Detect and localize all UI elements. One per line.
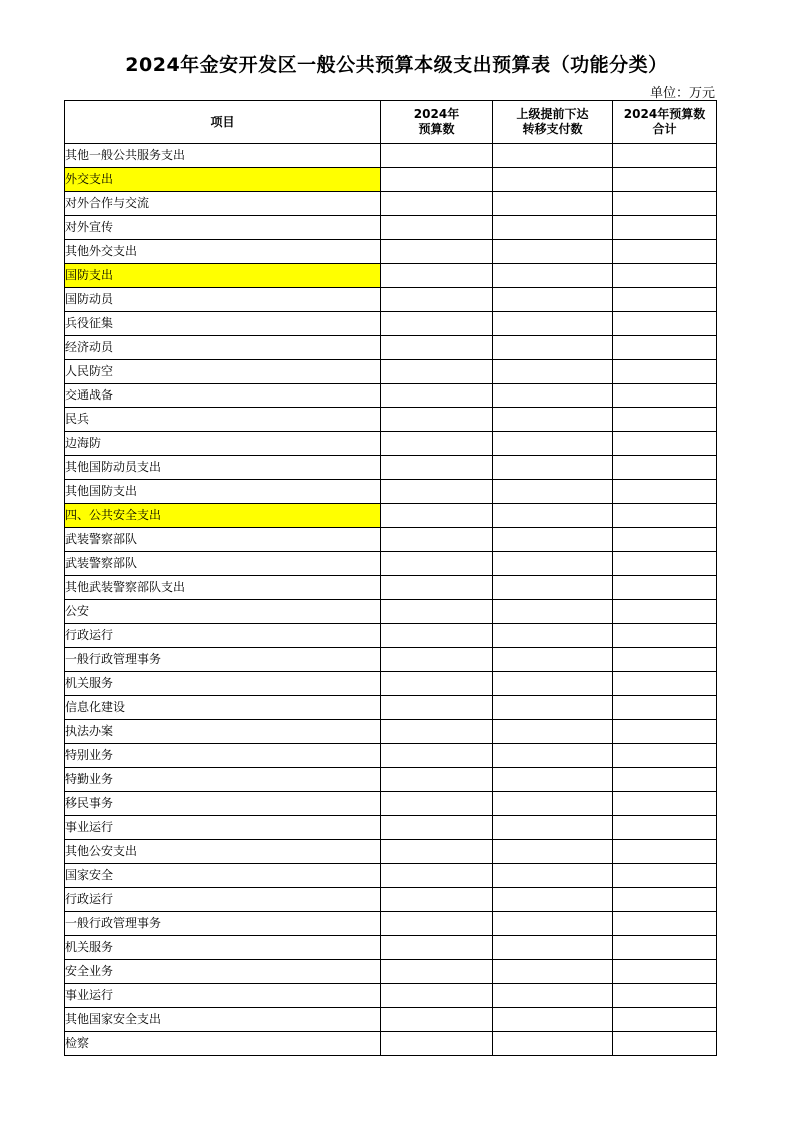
row-budget-cell — [381, 744, 493, 768]
row-item-label: 人民防空 — [65, 360, 381, 384]
row-total-cell — [613, 432, 717, 456]
row-item-label: 武装警察部队 — [65, 552, 381, 576]
row-transfer-cell — [493, 528, 613, 552]
row-budget-cell — [381, 168, 493, 192]
row-budget-cell — [381, 144, 493, 168]
row-transfer-cell — [493, 264, 613, 288]
row-transfer-cell — [493, 840, 613, 864]
table-row — [65, 744, 717, 768]
table-row — [65, 720, 717, 744]
row-item-label: 民兵 — [65, 408, 381, 432]
table-row — [65, 624, 717, 648]
row-total-cell — [613, 600, 717, 624]
table-row — [65, 432, 717, 456]
table-row — [65, 1032, 717, 1056]
row-transfer-cell — [493, 144, 613, 168]
row-transfer-cell — [493, 624, 613, 648]
row-total-cell — [613, 480, 717, 504]
table-row — [65, 312, 717, 336]
row-total-cell — [613, 312, 717, 336]
row-item-label: 机关服务 — [65, 936, 381, 960]
row-budget-cell — [381, 912, 493, 936]
row-transfer-cell — [493, 360, 613, 384]
table-row — [65, 216, 717, 240]
table-row — [65, 288, 717, 312]
row-transfer-cell — [493, 456, 613, 480]
row-budget-cell — [381, 984, 493, 1008]
row-budget-cell — [381, 576, 493, 600]
row-total-cell — [613, 360, 717, 384]
table-row — [65, 456, 717, 480]
row-transfer-cell — [493, 816, 613, 840]
row-budget-cell — [381, 888, 493, 912]
row-transfer-cell — [493, 288, 613, 312]
header-transfer-line1: 上级提前下达 — [516, 107, 589, 121]
row-transfer-cell — [493, 192, 613, 216]
row-transfer-cell — [493, 384, 613, 408]
row-budget-cell — [381, 960, 493, 984]
row-budget-cell — [381, 360, 493, 384]
row-item-label: 信息化建设 — [65, 696, 381, 720]
row-budget-cell — [381, 288, 493, 312]
row-item-label: 对外宣传 — [65, 216, 381, 240]
header-transfer — [493, 101, 613, 144]
row-total-cell — [613, 672, 717, 696]
table-row — [65, 192, 717, 216]
row-total-cell — [613, 408, 717, 432]
row-total-cell — [613, 552, 717, 576]
row-budget-cell — [381, 504, 493, 528]
row-total-cell — [613, 912, 717, 936]
header-transfer-line2: 转移支付数 — [522, 122, 583, 136]
row-item-label: 公安 — [65, 600, 381, 624]
row-transfer-cell — [493, 168, 613, 192]
row-budget-cell — [381, 816, 493, 840]
row-transfer-cell — [493, 720, 613, 744]
row-item-label: 机关服务 — [65, 672, 381, 696]
table-row — [65, 240, 717, 264]
header-budget — [381, 101, 493, 144]
unit-label: 单位：万元 — [649, 86, 715, 101]
table-body — [65, 144, 717, 1056]
row-item-label: 执法办案 — [65, 720, 381, 744]
table-row — [65, 168, 717, 192]
table-row — [65, 600, 717, 624]
row-total-cell — [613, 384, 717, 408]
row-budget-cell — [381, 264, 493, 288]
header-total — [613, 101, 717, 144]
row-budget-cell — [381, 840, 493, 864]
table-row — [65, 816, 717, 840]
row-transfer-cell — [493, 864, 613, 888]
header-item — [65, 101, 381, 144]
table-row — [65, 648, 717, 672]
row-item-label: 事业运行 — [65, 816, 381, 840]
table-row — [65, 360, 717, 384]
row-item-label: 国防支出 — [65, 264, 381, 288]
row-budget-cell — [381, 696, 493, 720]
row-total-cell — [613, 984, 717, 1008]
row-budget-cell — [381, 528, 493, 552]
row-transfer-cell — [493, 600, 613, 624]
row-budget-cell — [381, 432, 493, 456]
header-item-label: 项目 — [210, 114, 235, 129]
row-transfer-cell — [493, 984, 613, 1008]
row-transfer-cell — [493, 312, 613, 336]
row-total-cell — [613, 576, 717, 600]
row-total-cell — [613, 768, 717, 792]
row-item-label: 经济动员 — [65, 336, 381, 360]
row-total-cell — [613, 192, 717, 216]
row-budget-cell — [381, 864, 493, 888]
row-item-label: 其他国防动员支出 — [65, 456, 381, 480]
row-item-label: 对外合作与交流 — [65, 192, 381, 216]
row-item-label: 其他国防支出 — [65, 480, 381, 504]
row-total-cell — [613, 624, 717, 648]
table-row — [65, 912, 717, 936]
row-item-label: 其他公安支出 — [65, 840, 381, 864]
row-total-cell — [613, 864, 717, 888]
row-total-cell — [613, 744, 717, 768]
row-budget-cell — [381, 240, 493, 264]
row-budget-cell — [381, 792, 493, 816]
row-item-label: 其他武装警察部队支出 — [65, 576, 381, 600]
table-row — [65, 528, 717, 552]
row-item-label: 特别业务 — [65, 744, 381, 768]
table-row — [65, 504, 717, 528]
row-total-cell — [613, 696, 717, 720]
row-transfer-cell — [493, 576, 613, 600]
row-total-cell — [613, 792, 717, 816]
row-total-cell — [613, 1008, 717, 1032]
row-budget-cell — [381, 216, 493, 240]
row-budget-cell — [381, 312, 493, 336]
row-transfer-cell — [493, 240, 613, 264]
row-transfer-cell — [493, 504, 613, 528]
row-budget-cell — [381, 1008, 493, 1032]
table-row — [65, 576, 717, 600]
table-row — [65, 336, 717, 360]
row-item-label: 兵役征集 — [65, 312, 381, 336]
row-transfer-cell — [493, 1008, 613, 1032]
table-row — [65, 144, 717, 168]
row-budget-cell — [381, 672, 493, 696]
header-total-line1: 2024年预算数 — [623, 107, 706, 121]
row-budget-cell — [381, 456, 493, 480]
row-item-label: 交通战备 — [65, 384, 381, 408]
row-transfer-cell — [493, 744, 613, 768]
row-total-cell — [613, 648, 717, 672]
row-total-cell — [613, 840, 717, 864]
row-budget-cell — [381, 1032, 493, 1056]
row-transfer-cell — [493, 888, 613, 912]
row-budget-cell — [381, 552, 493, 576]
row-item-label: 事业运行 — [65, 984, 381, 1008]
row-item-label: 其他一般公共服务支出 — [65, 144, 381, 168]
row-total-cell — [613, 504, 717, 528]
row-item-label: 国家安全 — [65, 864, 381, 888]
header-budget-line2: 预算数 — [418, 122, 455, 136]
row-item-label: 其他国家安全支出 — [65, 1008, 381, 1032]
table-row — [65, 696, 717, 720]
row-budget-cell — [381, 336, 493, 360]
row-budget-cell — [381, 408, 493, 432]
header-total-line2: 合计 — [652, 122, 677, 136]
table-row — [65, 792, 717, 816]
row-item-label: 移民事务 — [65, 792, 381, 816]
row-budget-cell — [381, 480, 493, 504]
table-row — [65, 384, 717, 408]
table-header-row — [65, 101, 717, 144]
row-total-cell — [613, 240, 717, 264]
table-row — [65, 984, 717, 1008]
row-total-cell — [613, 264, 717, 288]
row-transfer-cell — [493, 960, 613, 984]
row-transfer-cell — [493, 1032, 613, 1056]
row-total-cell — [613, 816, 717, 840]
table-row — [65, 408, 717, 432]
row-transfer-cell — [493, 408, 613, 432]
row-transfer-cell — [493, 768, 613, 792]
row-total-cell — [613, 936, 717, 960]
row-total-cell — [613, 144, 717, 168]
row-transfer-cell — [493, 336, 613, 360]
row-total-cell — [613, 216, 717, 240]
row-budget-cell — [381, 600, 493, 624]
table-row — [65, 264, 717, 288]
row-budget-cell — [381, 720, 493, 744]
table-row — [65, 672, 717, 696]
row-total-cell — [613, 336, 717, 360]
budget-table — [64, 100, 717, 1056]
table-row — [65, 480, 717, 504]
row-transfer-cell — [493, 672, 613, 696]
row-budget-cell — [381, 768, 493, 792]
row-transfer-cell — [493, 936, 613, 960]
row-total-cell — [613, 1032, 717, 1056]
row-item-label: 一般行政管理事务 — [65, 648, 381, 672]
row-total-cell — [613, 456, 717, 480]
page-title: 2024年金安开发区一般公共预算本级支出预算表（功能分类） — [125, 54, 668, 76]
row-item-label: 特勤业务 — [65, 768, 381, 792]
table-row — [65, 960, 717, 984]
row-budget-cell — [381, 936, 493, 960]
row-total-cell — [613, 888, 717, 912]
row-total-cell — [613, 960, 717, 984]
table-row — [65, 840, 717, 864]
row-transfer-cell — [493, 552, 613, 576]
row-transfer-cell — [493, 696, 613, 720]
table-row — [65, 552, 717, 576]
row-total-cell — [613, 168, 717, 192]
row-transfer-cell — [493, 912, 613, 936]
row-budget-cell — [381, 192, 493, 216]
row-total-cell — [613, 288, 717, 312]
row-transfer-cell — [493, 480, 613, 504]
row-item-label: 边海防 — [65, 432, 381, 456]
row-item-label: 四、公共安全支出 — [65, 504, 381, 528]
row-item-label: 安全业务 — [65, 960, 381, 984]
row-budget-cell — [381, 384, 493, 408]
row-item-label: 其他外交支出 — [65, 240, 381, 264]
row-transfer-cell — [493, 432, 613, 456]
row-total-cell — [613, 720, 717, 744]
row-item-label: 行政运行 — [65, 624, 381, 648]
row-budget-cell — [381, 624, 493, 648]
row-transfer-cell — [493, 792, 613, 816]
table-row — [65, 936, 717, 960]
row-transfer-cell — [493, 648, 613, 672]
row-total-cell — [613, 528, 717, 552]
row-item-label: 国防动员 — [65, 288, 381, 312]
table-row — [65, 888, 717, 912]
row-item-label: 外交支出 — [65, 168, 381, 192]
table-row — [65, 864, 717, 888]
row-item-label: 一般行政管理事务 — [65, 912, 381, 936]
row-item-label: 检察 — [65, 1032, 381, 1056]
table-row — [65, 768, 717, 792]
row-budget-cell — [381, 648, 493, 672]
row-item-label: 行政运行 — [65, 888, 381, 912]
row-item-label: 武装警察部队 — [65, 528, 381, 552]
header-budget-line1: 2024年 — [413, 107, 460, 121]
table-row — [65, 1008, 717, 1032]
row-transfer-cell — [493, 216, 613, 240]
